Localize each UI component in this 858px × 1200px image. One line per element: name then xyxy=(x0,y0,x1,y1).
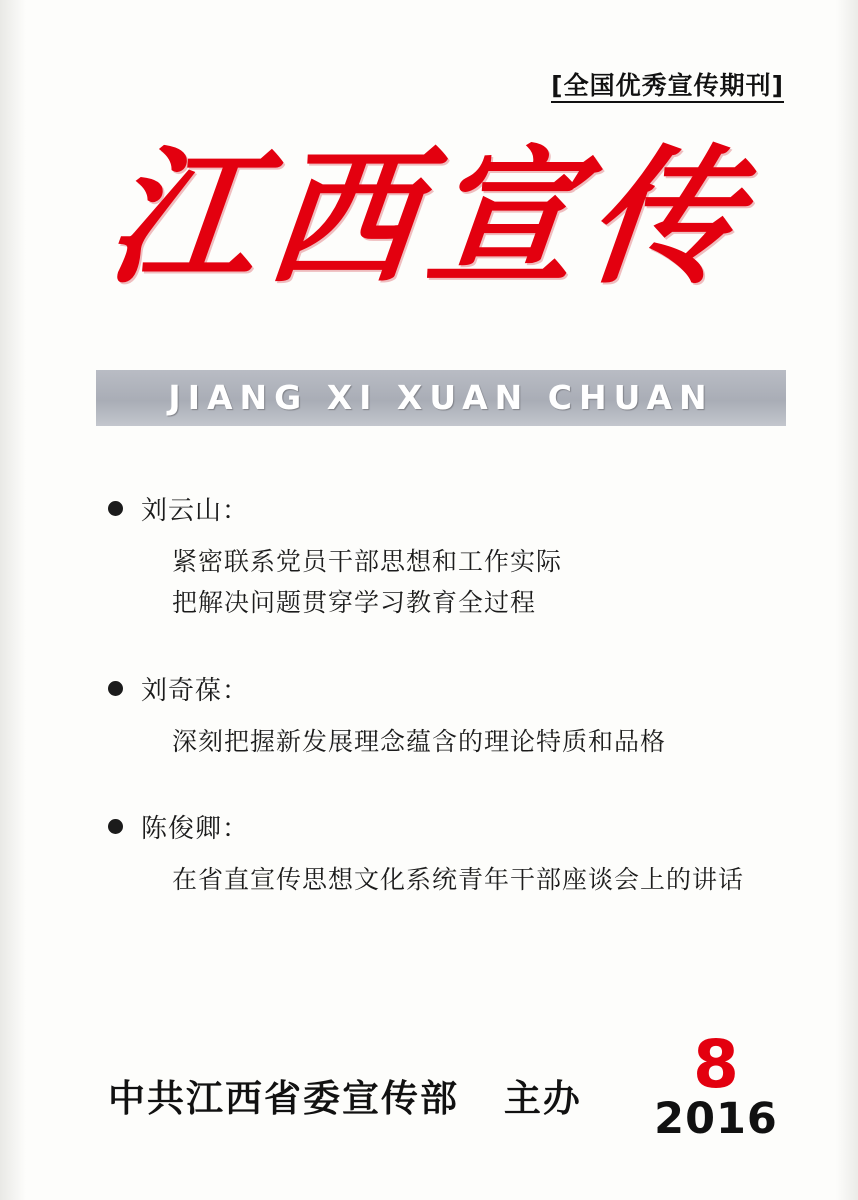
magazine-title-chinese: 江西宣传 xyxy=(99,130,759,304)
pinyin-banner xyxy=(96,370,786,426)
contents-entry-header xyxy=(108,490,788,527)
contents-entry-author: 刘云山： xyxy=(141,496,250,526)
contents-entry xyxy=(108,670,788,762)
contents-list xyxy=(108,490,788,946)
bullet-icon xyxy=(108,819,123,834)
publisher-name: 中共江西省委宣传部 xyxy=(108,1076,459,1120)
contents-entry-title-line: 把解决问题贯穿学习教育全过程 xyxy=(172,588,537,618)
contents-entry-titles xyxy=(108,541,788,624)
magazine-title-pinyin: JIANG XI XUAN CHUAN xyxy=(168,378,714,417)
issue-year: 2016 xyxy=(654,1093,778,1144)
contents-entry-author: 陈俊卿： xyxy=(141,813,250,844)
contents-entry-author: 刘奇葆： xyxy=(141,675,250,706)
bullet-icon xyxy=(108,501,123,516)
masthead xyxy=(0,130,858,304)
contents-entry-header xyxy=(108,670,788,707)
publisher-line xyxy=(108,1068,582,1122)
award-banner xyxy=(551,66,784,102)
contents-entry-title-line: 在省直宣传思想文化系统青年干部座谈会上的讲话 xyxy=(172,864,745,894)
sponsor-label: 主办 xyxy=(503,1076,582,1120)
contents-entry-titles xyxy=(108,859,788,900)
contents-entry-title-line: 深刻把握新发展理念蕴含的理论特质和品格 xyxy=(172,726,667,756)
bullet-icon xyxy=(108,681,123,696)
contents-entry xyxy=(108,808,788,900)
issue-number: 8 xyxy=(693,1026,739,1104)
award-banner-text: [全国优秀宣传期刊] xyxy=(551,71,784,103)
contents-entry-titles xyxy=(108,721,788,762)
contents-entry xyxy=(108,490,788,624)
issue-block xyxy=(646,1026,786,1144)
contents-entry-header xyxy=(108,808,788,845)
contents-entry-title-line: 紧密联系党员干部思想和工作实际 xyxy=(172,547,563,576)
